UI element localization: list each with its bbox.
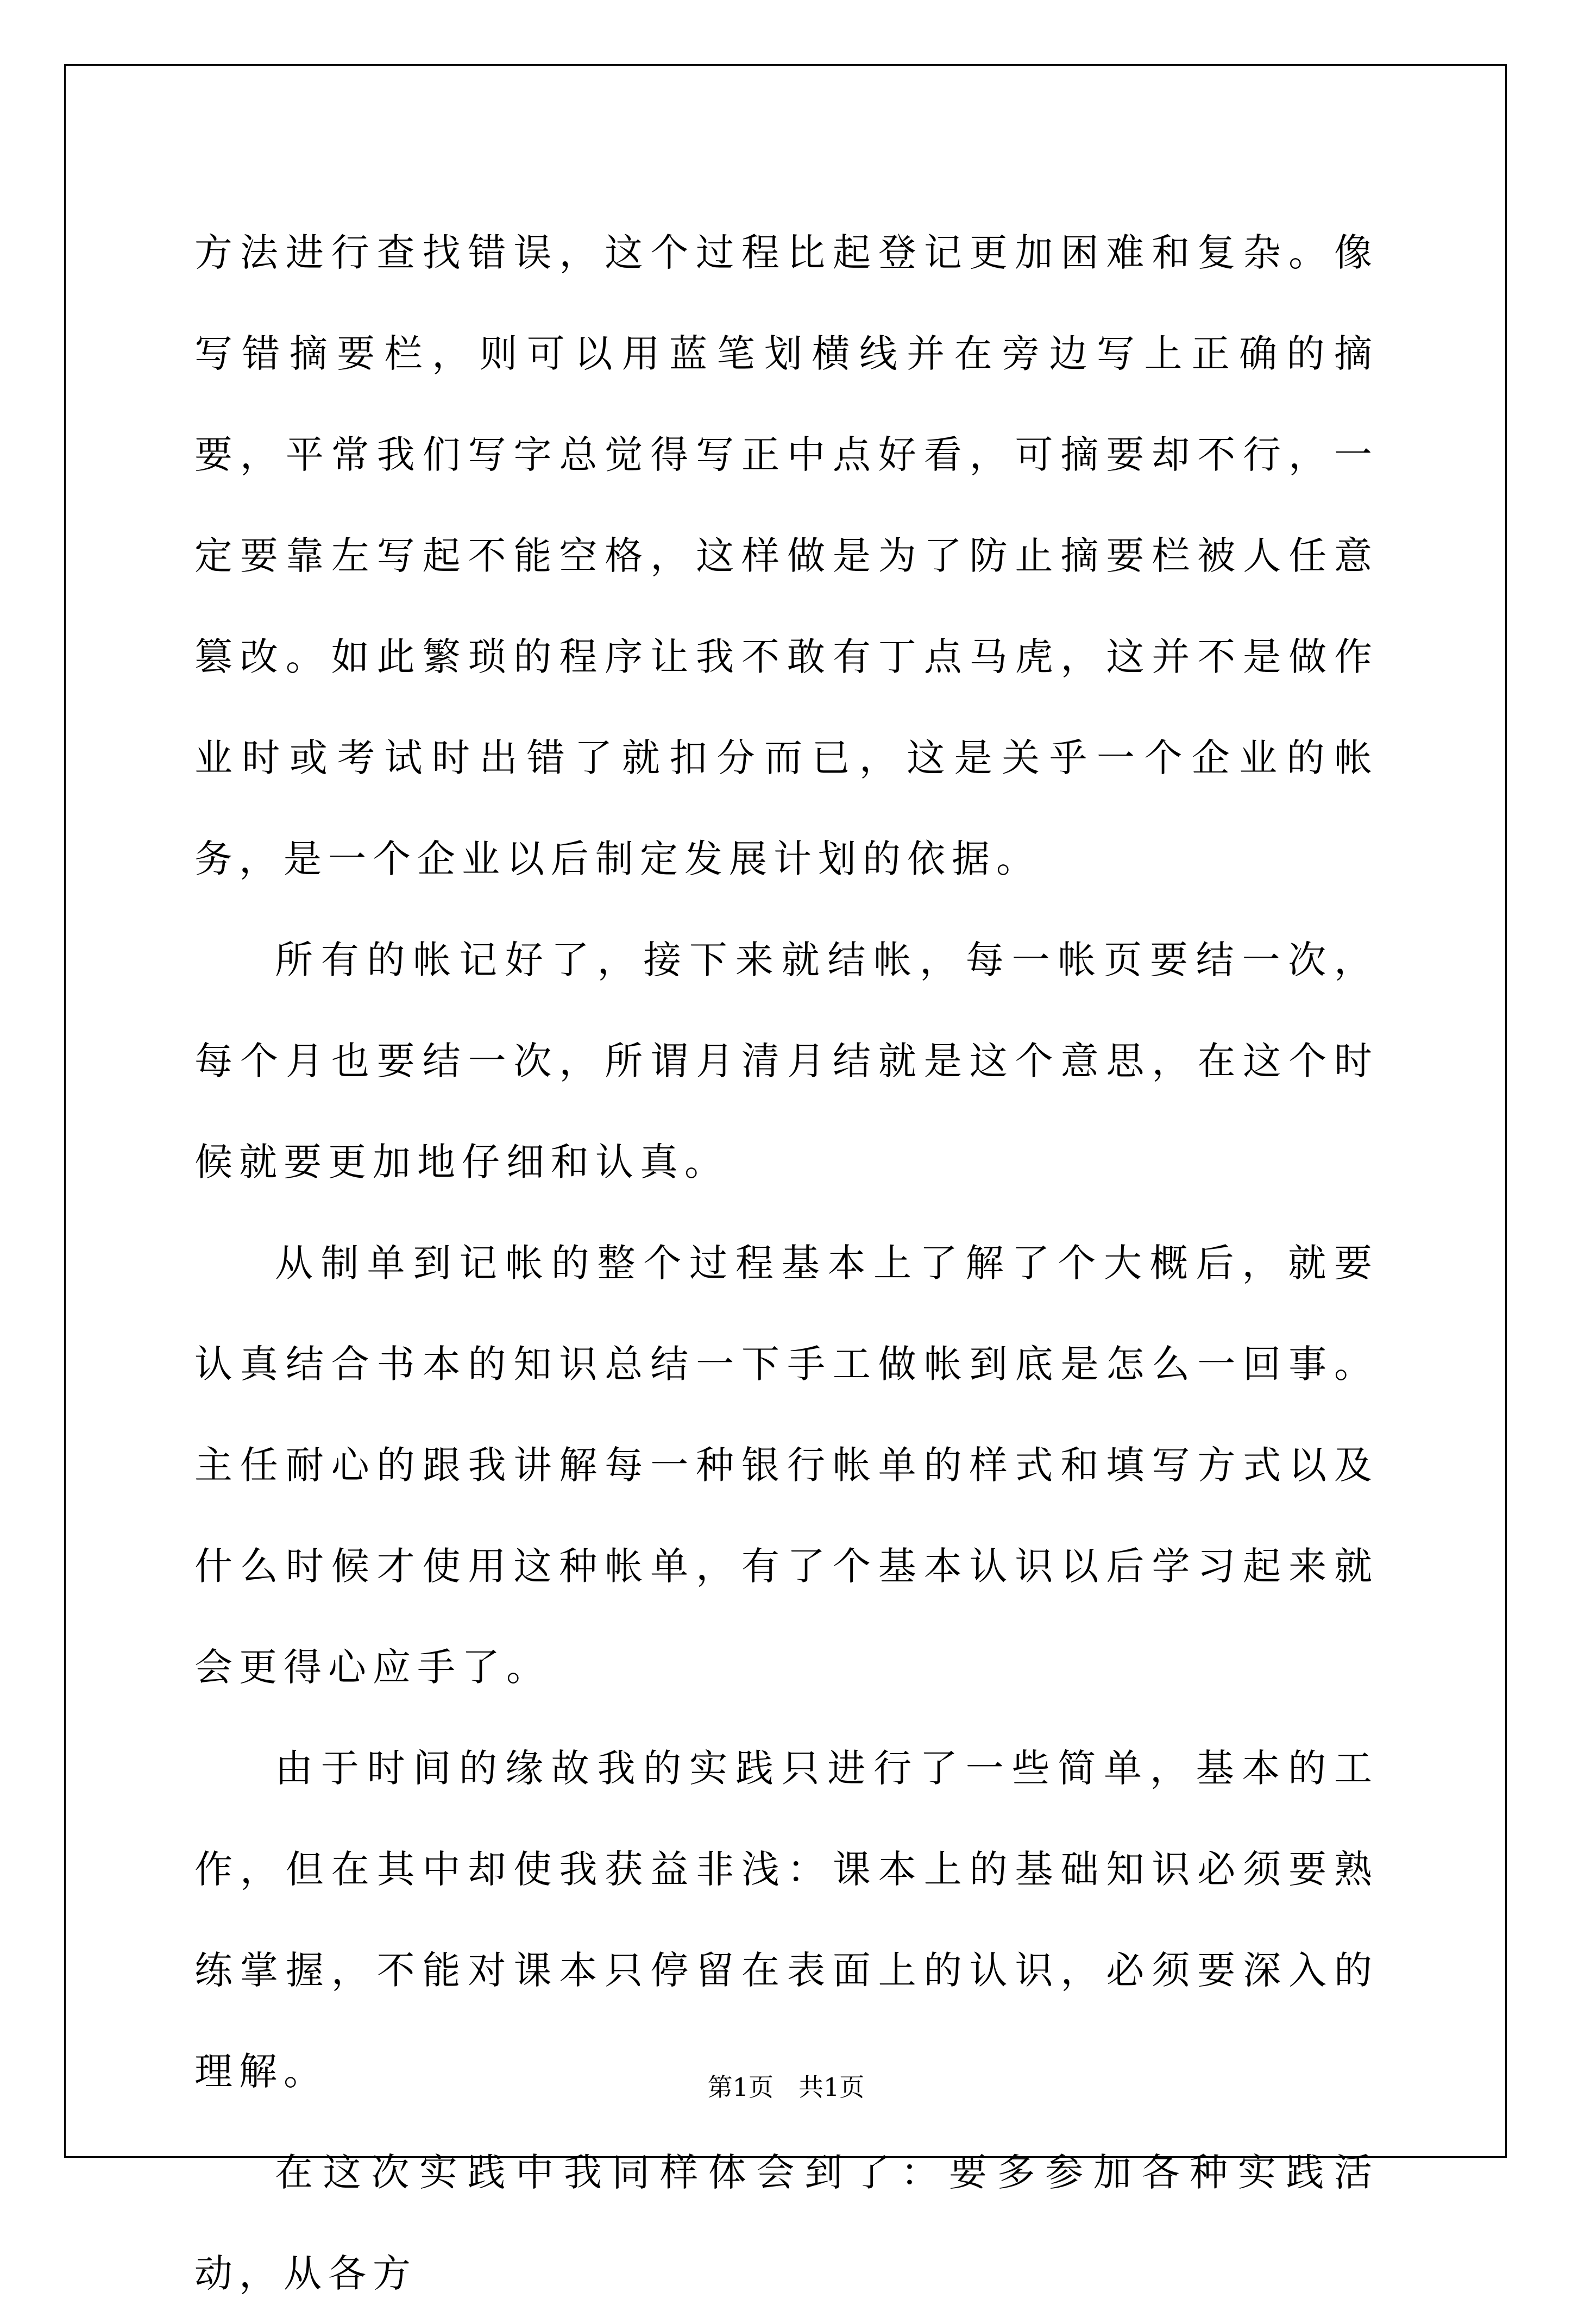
paragraph: 所有的帐记好了，接下来就结帐，每一帐页要结一次，每个月也要结一次，所谓月清月结就是这个意思，在这个时候就要更加地仔细和认真。 (194, 938, 1379, 1184)
page-footer (0, 2071, 1572, 2103)
paragraph: 从制单到记帐的整个过程基本上了解了个大概后，就要认真结合书本的知识总结一下手工做帐到底是怎么一回事。主任耐心的跟我讲解每一种银行帐单的样式和填写方式以及什么时候才使用这种帐单，有了个基本认识以后学习起来就会更得心应手了。 (194, 1241, 1379, 1689)
document-body (194, 202, 1379, 2324)
page-number: 第1页 (707, 2072, 774, 2102)
paragraph: 方法进行查找错误，这个过程比起登记更加困难和复杂。像写错摘要栏，则可以用蓝笔划横线并在旁边写上正确的摘要，平常我们写字总觉得写正中点好看，可摘要却不行，一定要靠左写起不能空格，这样做是为了防止摘要栏被人任意篡改。如此繁琐的程序让我不敢有丁点马虎，这并不是做作业时或考试时出错了就扣分而已，这是关乎一个企业的帐务，是一个企业以后制定发展计划的依据。 (194, 230, 1379, 881)
paragraph: 在这次实践中我同样体会到了：要多参加各种实践活动，从各方 (194, 2150, 1379, 2296)
paragraph: 由于时间的缘故我的实践只进行了一些简单，基本的工作，但在其中却使我获益非浅：课本上的基础知识必须要熟练掌握，不能对课本只停留在表面上的认识，必须要深入的理解。 (194, 1746, 1379, 2094)
page-total: 共1页 (798, 2072, 865, 2102)
